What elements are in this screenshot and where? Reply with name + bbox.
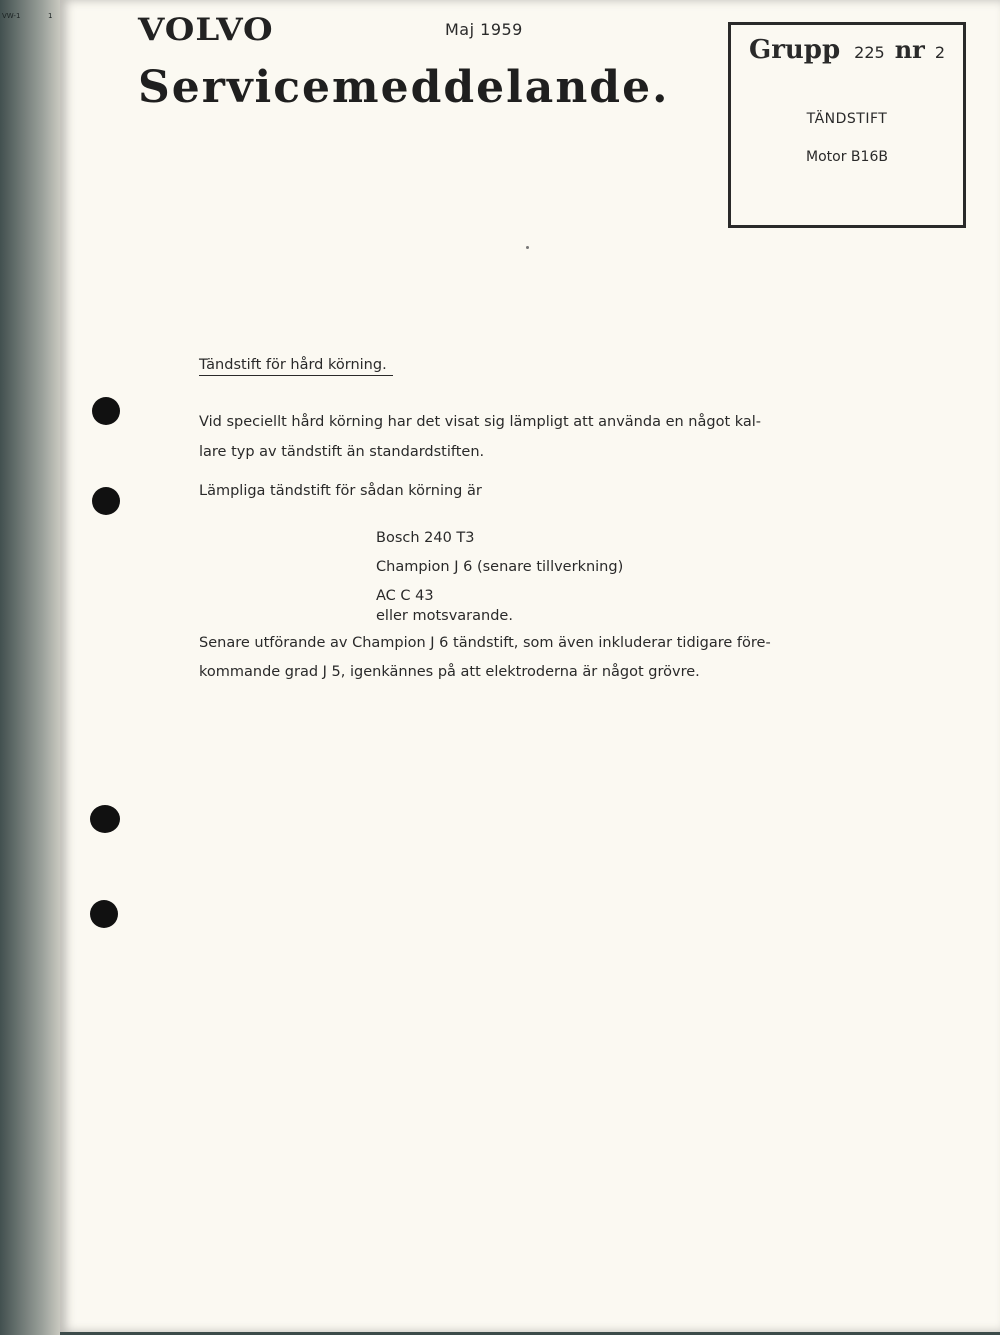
group-label: Grupp	[749, 35, 841, 65]
subject-label: TÄNDSTIFT	[806, 111, 888, 127]
paragraph-line: Senare utförande av Champion J 6 tändstift, som även inkluderar tidigare före-	[199, 635, 771, 651]
nr-number: 2	[934, 43, 945, 62]
edge-label: VW-1	[2, 12, 21, 20]
punch-hole	[92, 487, 120, 515]
group-number-line	[749, 35, 945, 65]
engine-label: Motor B16B	[806, 149, 888, 165]
punch-hole	[90, 805, 120, 833]
document-date: Maj 1959	[445, 20, 523, 39]
paragraph-line: Lämpliga tändstift för sådan körning är	[199, 483, 482, 499]
brand-logo: VOLVO	[138, 12, 274, 48]
group-number: 225	[854, 43, 885, 62]
punch-hole	[92, 397, 120, 425]
paragraph-line: lare typ av tändstift än standardstiften.	[199, 444, 485, 460]
paragraph-line: kommande grad J 5, igenkännes på att elektroderna är något grövre.	[199, 664, 700, 680]
edge-label-secondary: 1	[48, 12, 53, 20]
paper-speck	[526, 246, 529, 249]
plug-list-item: Champion J 6 (senare tillverkning)	[376, 559, 624, 575]
punch-hole	[90, 900, 118, 928]
nr-label: nr	[894, 35, 925, 64]
paragraph-line: Vid speciellt hård körning har det visat sig lämpligt att använda en något kal-	[199, 414, 762, 430]
document-page	[60, 0, 1000, 1332]
plug-list-item: Bosch 240 T3	[376, 530, 475, 546]
section-heading: Tändstift för hård körning.	[199, 357, 393, 376]
plug-list-alternative: eller motsvarande.	[376, 608, 513, 624]
scanner-background	[0, 0, 60, 1335]
document-title: Servicemeddelande.	[138, 62, 670, 113]
group-info-box	[728, 22, 966, 228]
plug-list-item: AC C 43	[376, 588, 434, 604]
